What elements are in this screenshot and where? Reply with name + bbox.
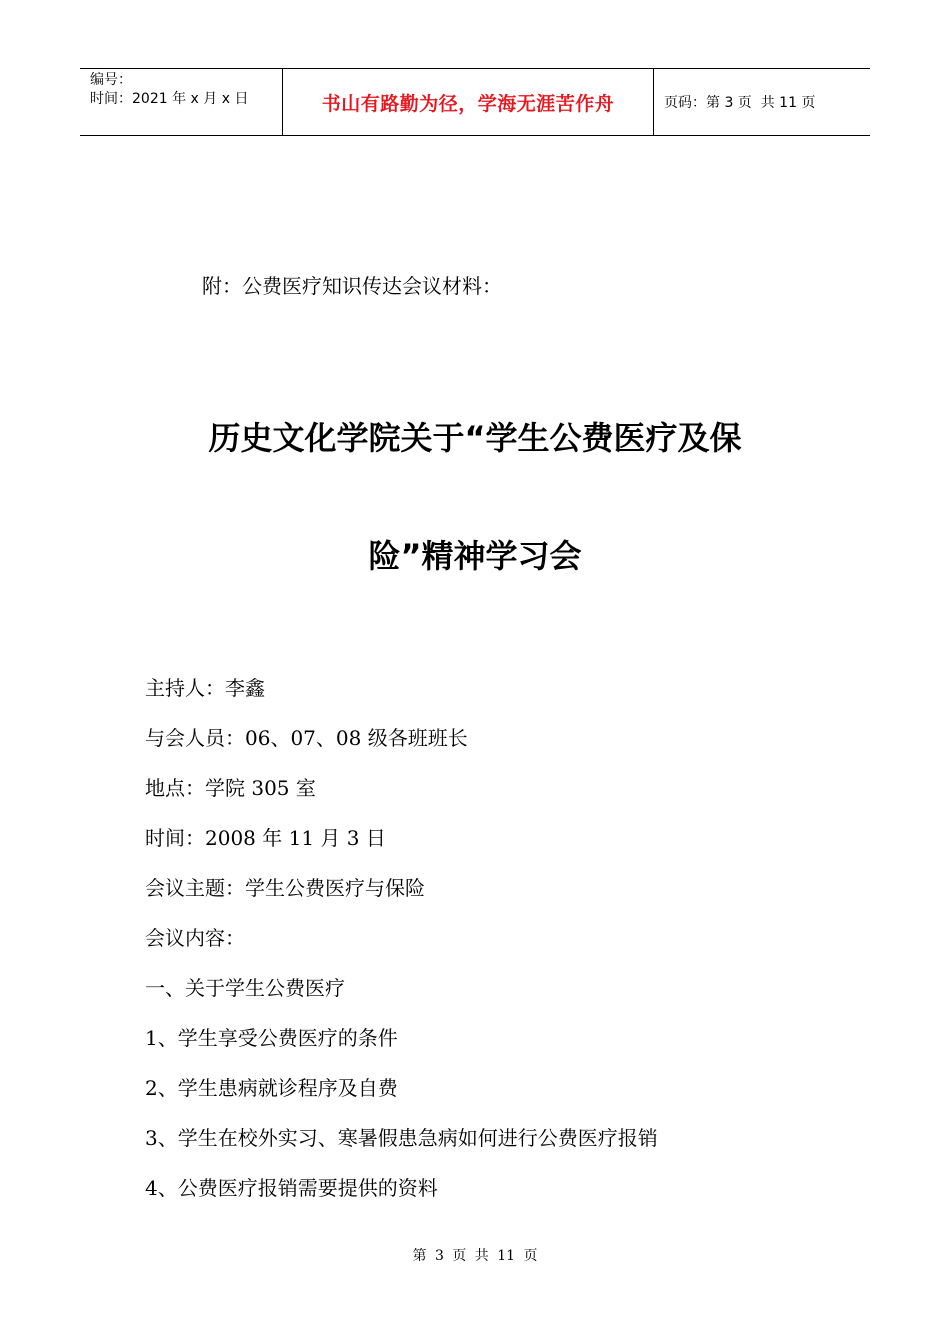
content-heading: 会议内容： xyxy=(145,926,245,950)
document-title-line-1: 历史文化学院关于“学生公费医疗及保 xyxy=(208,419,742,457)
list-item: 2、学生患病就诊程序及自费 xyxy=(145,1076,398,1100)
attendees-line: 与会人员：06、07、08 级各班班长 xyxy=(145,726,468,750)
date-line: 时间：2008 年 11 月 3 日 xyxy=(145,826,386,850)
header-page-info-cell xyxy=(654,69,870,135)
attachment-note: 附：公费医疗知识传达会议材料： xyxy=(202,274,502,298)
list-item: 1、学生享受公费医疗的条件 xyxy=(145,1026,398,1050)
location-line: 地点：学院 305 室 xyxy=(145,776,316,800)
page-footer: 第 3 页 共 11 页 xyxy=(412,1248,538,1264)
header-page-info: 页码：第 3 页 共 11 页 xyxy=(664,95,816,111)
header-meta-cell xyxy=(80,69,282,135)
host-line: 主持人：李鑫 xyxy=(145,676,265,700)
list-item: 3、学生在校外实习、寒暑假患急病如何进行公费医疗报销 xyxy=(145,1126,658,1150)
document-title-line-2: 险”精神学习会 xyxy=(368,537,582,575)
meeting-details xyxy=(145,673,658,1223)
topic-line: 会议主题：学生公费医疗与保险 xyxy=(145,876,425,900)
header-motto: 书山有路勤为径，学海无涯苦作舟 xyxy=(282,69,654,135)
header-time-label: 时间：2021 年 x 月 x 日 xyxy=(90,91,249,107)
list-item: 4、公费医疗报销需要提供的资料 xyxy=(145,1176,438,1200)
header-number-label: 编号： xyxy=(90,72,132,88)
document-header xyxy=(80,68,870,136)
section-heading: 一、关于学生公费医疗 xyxy=(145,976,345,1000)
